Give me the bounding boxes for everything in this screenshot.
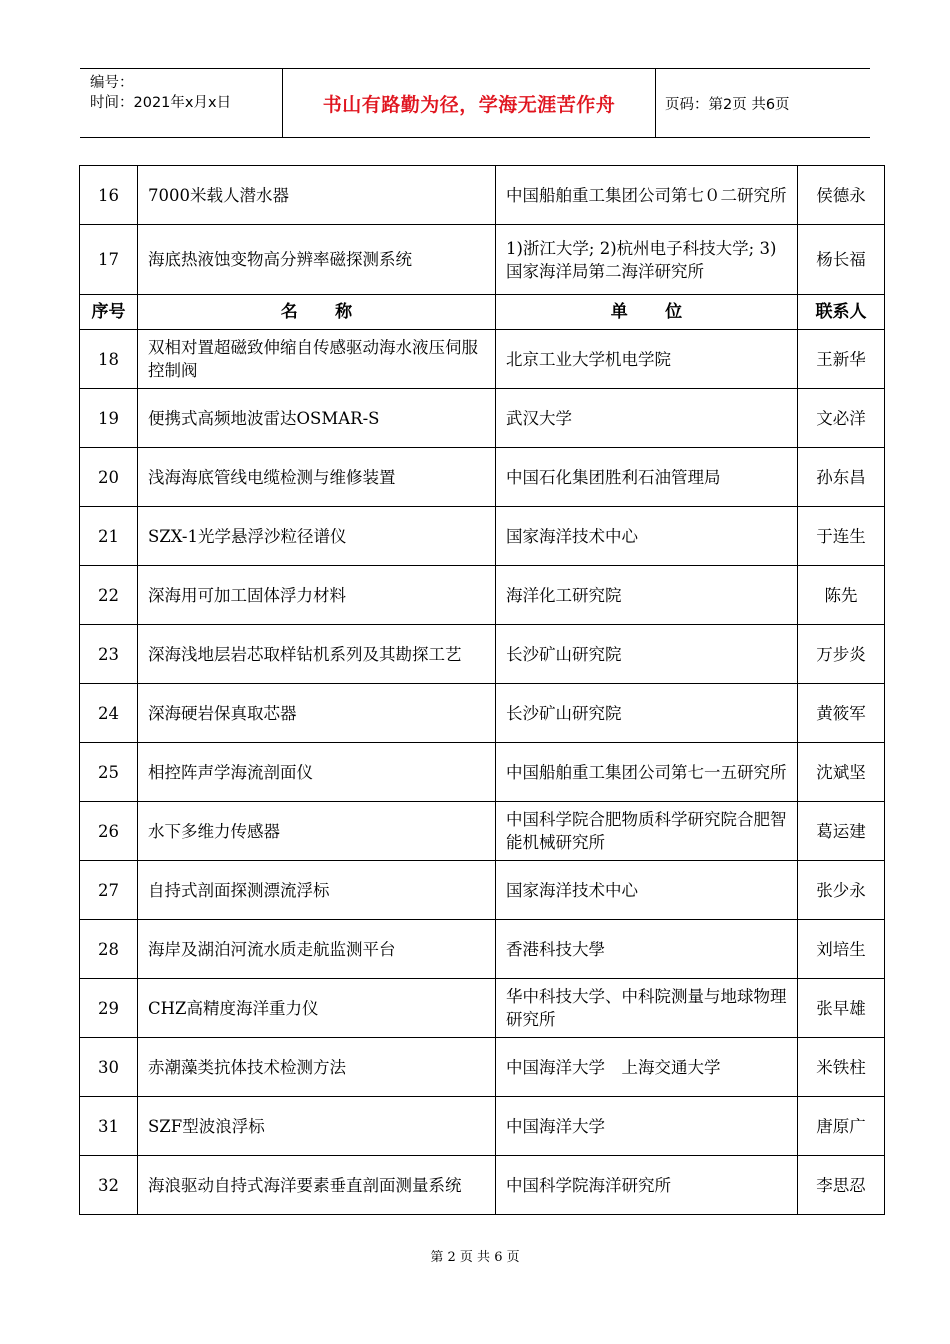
row-name: 7000米载人潜水器 [138, 166, 496, 225]
row-number: 18 [80, 330, 138, 389]
table-body-top [80, 166, 885, 295]
row-name: 水下多维力传感器 [138, 802, 496, 861]
table-row [80, 1038, 885, 1097]
table-row [80, 920, 885, 979]
row-contact: 孙东昌 [798, 448, 885, 507]
row-unit: 华中科技大学、中科院测量与地球物理研究所 [496, 979, 798, 1038]
table-row [80, 166, 885, 225]
row-name: 双相对置超磁致伸缩自传感驱动海水液压伺服控制阀 [138, 330, 496, 389]
row-number: 30 [80, 1038, 138, 1097]
row-contact: 葛运建 [798, 802, 885, 861]
table-row [80, 1097, 885, 1156]
row-unit: 长沙矿山研究院 [496, 684, 798, 743]
project-table [79, 165, 885, 1215]
row-name: 海浪驱动自持式海洋要素垂直剖面测量系统 [138, 1156, 496, 1215]
row-number: 23 [80, 625, 138, 684]
table-row [80, 566, 885, 625]
row-number: 32 [80, 1156, 138, 1215]
row-name: SZF型波浪浮标 [138, 1097, 496, 1156]
row-name: SZX-1光学悬浮沙粒径谱仪 [138, 507, 496, 566]
row-number: 26 [80, 802, 138, 861]
row-name: 深海用可加工固体浮力材料 [138, 566, 496, 625]
table-row [80, 625, 885, 684]
row-unit: 北京工业大学机电学院 [496, 330, 798, 389]
col-header-num: 序号 [80, 295, 138, 330]
row-unit: 中国科学院合肥物质科学研究院合肥智能机械研究所 [496, 802, 798, 861]
row-unit: 1)浙江大学; 2)杭州电子科技大学; 3)国家海洋局第二海洋研究所 [496, 225, 798, 295]
row-unit: 中国海洋大学 上海交通大学 [496, 1038, 798, 1097]
row-contact: 于连生 [798, 507, 885, 566]
row-contact: 李思忍 [798, 1156, 885, 1215]
row-number: 28 [80, 920, 138, 979]
row-name: 海岸及湖泊河流水质走航监测平台 [138, 920, 496, 979]
table-header-section [80, 295, 885, 330]
doc-date-label: 时间：2021年x月x日 [90, 95, 232, 111]
row-number: 24 [80, 684, 138, 743]
row-number: 17 [80, 225, 138, 295]
row-number: 31 [80, 1097, 138, 1156]
row-contact: 唐原广 [798, 1097, 885, 1156]
row-unit: 中国船舶重工集团公司第七０二研究所 [496, 166, 798, 225]
row-name: 赤潮藻类抗体技术检测方法 [138, 1038, 496, 1097]
table-body-bottom [80, 330, 885, 1215]
table-row [80, 1156, 885, 1215]
row-number: 22 [80, 566, 138, 625]
row-number: 27 [80, 861, 138, 920]
col-header-unit-text: 单位 [610, 301, 720, 322]
table-row [80, 802, 885, 861]
header-motto: 书山有路勤为径，学海无涯苦作舟 [282, 69, 656, 137]
row-unit: 中国海洋大学 [496, 1097, 798, 1156]
row-contact: 侯德永 [798, 166, 885, 225]
row-contact: 陈先 [798, 566, 885, 625]
row-contact: 万步炎 [798, 625, 885, 684]
col-header-name [138, 295, 496, 330]
page-footer: 第 2 页 共 6 页 [430, 1250, 520, 1265]
row-unit: 国家海洋技术中心 [496, 507, 798, 566]
row-contact: 米铁柱 [798, 1038, 885, 1097]
row-name: 相控阵声学海流剖面仪 [138, 743, 496, 802]
row-name: CHZ高精度海洋重力仪 [138, 979, 496, 1038]
table-row [80, 448, 885, 507]
header-meta [90, 73, 231, 113]
row-name: 深海硬岩保真取芯器 [138, 684, 496, 743]
row-unit: 中国石化集团胜利石油管理局 [496, 448, 798, 507]
col-header-unit [496, 295, 798, 330]
row-number: 21 [80, 507, 138, 566]
row-number: 25 [80, 743, 138, 802]
table-header-row [80, 295, 885, 330]
table-row [80, 743, 885, 802]
row-number: 29 [80, 979, 138, 1038]
row-name: 浅海海底管线电缆检测与维修装置 [138, 448, 496, 507]
table-row [80, 225, 885, 295]
table-row [80, 684, 885, 743]
row-unit: 国家海洋技术中心 [496, 861, 798, 920]
row-contact: 沈斌坚 [798, 743, 885, 802]
row-contact: 张早雄 [798, 979, 885, 1038]
table-row [80, 389, 885, 448]
header-page-label: 页码：第2页 共6页 [665, 96, 790, 113]
col-header-name-text: 名称 [280, 301, 390, 322]
row-unit: 长沙矿山研究院 [496, 625, 798, 684]
table-row [80, 861, 885, 920]
row-unit: 武汉大学 [496, 389, 798, 448]
row-name: 便携式高频地波雷达OSMAR-S [138, 389, 496, 448]
row-unit: 香港科技大學 [496, 920, 798, 979]
row-unit: 中国科学院海洋研究所 [496, 1156, 798, 1215]
table-row [80, 330, 885, 389]
row-contact: 黄筱军 [798, 684, 885, 743]
row-unit: 中国船舶重工集团公司第七一五研究所 [496, 743, 798, 802]
row-name: 深海浅地层岩芯取样钻机系列及其勘探工艺 [138, 625, 496, 684]
row-contact: 王新华 [798, 330, 885, 389]
page-header [80, 68, 870, 138]
table-row [80, 979, 885, 1038]
row-unit: 海洋化工研究院 [496, 566, 798, 625]
row-contact: 张少永 [798, 861, 885, 920]
row-name: 海底热液蚀变物高分辨率磁探测系统 [138, 225, 496, 295]
col-header-contact: 联系人 [798, 295, 885, 330]
row-number: 19 [80, 389, 138, 448]
row-number: 20 [80, 448, 138, 507]
row-contact: 杨长福 [798, 225, 885, 295]
doc-number-label: 编号： [90, 75, 134, 91]
row-name: 自持式剖面探测漂流浮标 [138, 861, 496, 920]
row-contact: 文必洋 [798, 389, 885, 448]
table-row [80, 507, 885, 566]
row-contact: 刘培生 [798, 920, 885, 979]
row-number: 16 [80, 166, 138, 225]
